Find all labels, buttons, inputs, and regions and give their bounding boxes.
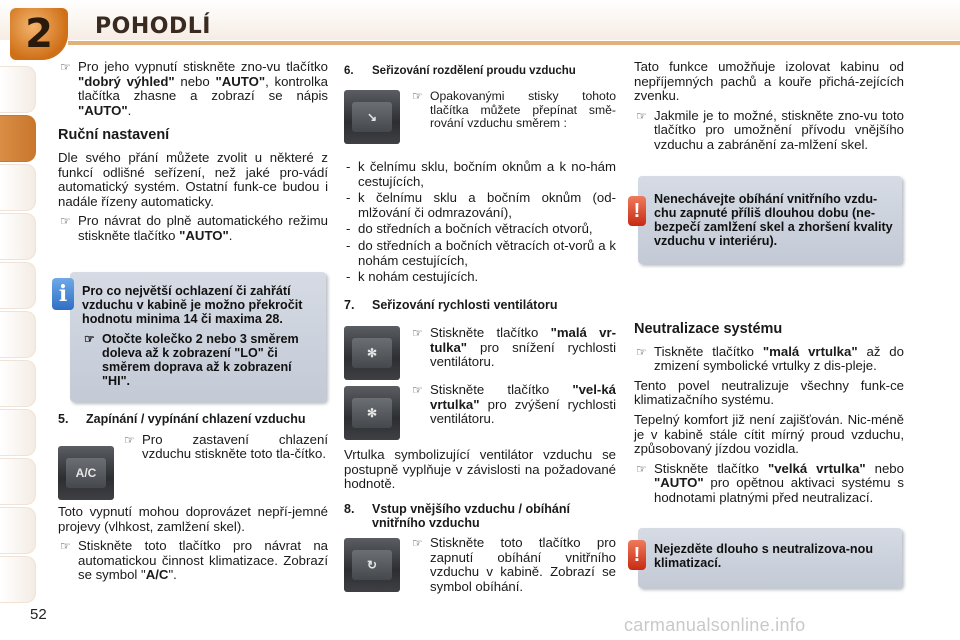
- chapter-tab-10[interactable]: [0, 507, 36, 554]
- recirculation-bullet: ☞ Jakmile je to možné, stiskněte zno-vu toto tlačítko pro umožnění přívodu vnějšího vzduchu a zabránění za-mlžení skel.: [634, 109, 904, 153]
- manual-settings-heading: Ruční nastavení: [58, 127, 170, 144]
- chapter-tab-6[interactable]: [0, 311, 36, 358]
- section-8-heading: 8. Vstup vnějšího vzduchu / obíhání vnitřního vzduchu: [344, 501, 570, 531]
- chapter-tab-4[interactable]: [0, 213, 36, 260]
- section-6-bullet-block: [410, 90, 616, 136]
- page-title: POHODLÍ: [95, 14, 211, 39]
- direction-item: - do středních a bočních větracích ot-vorů a k nohám cestujících,: [344, 239, 616, 268]
- fan-large-block: [410, 383, 616, 432]
- recirculation-icon: ↻: [352, 550, 392, 580]
- neutralization-paragraph-1: Tento povel neutralizuje všechny funk-ce klimatizačního systému.: [634, 377, 904, 408]
- section-6-heading: 6. Seřizování rozdělení proudu vzduchu: [344, 65, 576, 77]
- neutralization-section: [634, 314, 904, 511]
- ac-button-photo: [58, 446, 114, 500]
- info-box: [70, 272, 326, 402]
- warning-text-recirculation: Nenechávejte obíhání vnitřního vzdu-chu zapnuté příliš dlouhou dobu (ne-bezpečí zamlžení skel a zhoršení kvality vzduchu v interiéru).: [654, 192, 893, 248]
- chapter-badge: [10, 8, 68, 60]
- warning-icon: !: [628, 540, 646, 570]
- page-number: 52: [30, 606, 47, 623]
- chapter-tabs: [0, 66, 36, 605]
- fan-large-icon: ✻: [352, 398, 392, 428]
- fan-small-icon: ✻: [352, 338, 392, 368]
- ac-button-label: A/C: [66, 458, 106, 488]
- chapter-number: 2: [25, 11, 53, 57]
- section-7-heading-block: [344, 298, 616, 319]
- warning-box-neutralization: [638, 528, 902, 588]
- section-5-notes: [58, 505, 328, 588]
- direction-item: - k čelnímu sklu, bočním oknům a k no-hám cestujících,: [344, 160, 616, 189]
- chapter-tab-8[interactable]: [0, 409, 36, 456]
- section-5-return-bullet: ☞ Stiskněte toto tlačítko pro návrat na automatickou činnost klimatizace. Zobrazí se symbol "A/C".: [58, 539, 328, 583]
- manual-settings-paragraph: Dle svého přání můžete zvolit u některé z funkcí odlišné seřízení, než jaké pro-vádí automatický systém. Ostatní funk-ce budou i nadále řízeny automaticky.: [58, 149, 328, 209]
- chapter-tab-1[interactable]: [0, 66, 36, 113]
- info-icon: i: [52, 278, 74, 310]
- recirculation-paragraph: Tato funkce umožňuje izolovat kabinu od nepříjemných pachů a kouře přichá-zejících zvenku.: [634, 59, 904, 104]
- section-5-bullet: ☞ Pro zastavení chlazení vzduchu stiskněte toto tla-čítko.: [122, 433, 328, 462]
- chapter-tab-11[interactable]: [0, 556, 36, 603]
- section-5-heading: 5. Zapínání / vypínání chlazení vzduchu: [58, 412, 306, 426]
- chapter-tab-3[interactable]: [0, 164, 36, 211]
- column-left: [58, 60, 328, 249]
- section-6-heading-block: [344, 64, 616, 85]
- chapter-tab-9[interactable]: [0, 458, 36, 505]
- fan-large-button-photo: [344, 386, 400, 440]
- neutralization-paragraph-2: Tepelný komfort již není zajišťován. Nic-méně je v kabině stále cítit mírný proud vzduchu, způsobovaný jízdou vozidla.: [634, 411, 904, 457]
- direction-item: - do středních a bočních větracích otvorů,: [344, 222, 616, 237]
- section-7-heading: 7. Seřizování rychlosti ventilátoru: [344, 298, 558, 312]
- direction-item: - k nohám cestujících.: [344, 270, 616, 285]
- direction-item: - k čelnímu sklu a bočním oknům (od-mlžování či odmrazování),: [344, 191, 616, 220]
- air-distribution-icon: ↘: [352, 102, 392, 132]
- fan-small-block: [410, 326, 616, 375]
- warning-box-recirculation: [638, 176, 902, 264]
- column-right: [634, 60, 904, 158]
- air-directions-list: [344, 160, 616, 287]
- chapter-tab-2-active[interactable]: [0, 115, 36, 162]
- fan-paragraph: Vrtulka symbolizující ventilátor vzduchu se postupně vyplňuje v závislosti na požadované hodnotě.: [344, 447, 616, 492]
- warning-text-neutralization: Nejezděte dlouho s neutralizova-nou klimatizací.: [654, 542, 874, 570]
- neutralization-bullet-2: ☞ Stiskněte tlačítko "velká vrtulka" nebo "AUTO" pro opětnou aktivaci systému s hodnotami platnými před neutralizací.: [634, 462, 904, 506]
- info-box-text: Pro co největší ochlazení či zahřátí vzduchu v kabině je možno překročit hodnotu minima 14 či maxima 28.: [82, 284, 303, 326]
- section-8-bullet-block: [410, 536, 616, 599]
- warning-icon: !: [628, 196, 646, 226]
- fan-small-button-photo: [344, 326, 400, 380]
- return-auto-instruction: ☞ Pro návrat do plně automatického režimu stiskněte tlačítko "AUTO".: [58, 214, 328, 243]
- watermark: carmanualsonline.info: [624, 615, 806, 635]
- section-5-paragraph: Toto vypnutí mohou doprovázet nepří-jemné projevy (vlhkost, zamlžení skel).: [58, 504, 328, 534]
- chapter-tab-5[interactable]: [0, 262, 36, 309]
- chapter-tab-7[interactable]: [0, 360, 36, 407]
- recirculation-button-photo: [344, 538, 400, 592]
- neutralization-heading: Neutralizace systému: [634, 321, 783, 337]
- fan-large-bullet: ☞ Stiskněte tlačítko "vel-ká vrtulka" pro zvýšení rychlosti ventilátoru.: [410, 383, 616, 427]
- neutralization-bullet-1: ☞ Tiskněte tlačítko "malá vrtulka" až do zmizení symbolické vrtulky z dis-pleje.: [634, 345, 904, 374]
- fan-paragraph-block: [344, 448, 616, 537]
- info-box-bullet: ☞ Otočte kolečko 2 nebo 3 směrem doleva až k zobrazení "LO" či směrem doprava až k zobrazení "HI".: [82, 332, 316, 388]
- air-distribution-button-photo: [344, 90, 400, 144]
- auto-off-instruction: ☞ Pro jeho vypnutí stiskněte zno-vu tlačítko "dobrý výhled" nebo "AUTO", kontrolka tlačítka zhasne a zobrazí se nápis "AUTO".: [58, 60, 328, 118]
- section-8-bullet: ☞ Stiskněte toto tlačítko pro zapnutí obíhání vnitřního vzduchu v kabině. Zobrazí se symbol obíhání.: [410, 536, 616, 594]
- section-6-bullet: ☞ Opakovanými stisky tohoto tlačítka můžete přepínat smě-rování vzduchu směrem :: [410, 90, 616, 131]
- fan-small-bullet: ☞ Stiskněte tlačítko "malá vr-tulka" pro snížení rychlosti ventilátoru.: [410, 326, 616, 370]
- header-divider: [68, 41, 960, 45]
